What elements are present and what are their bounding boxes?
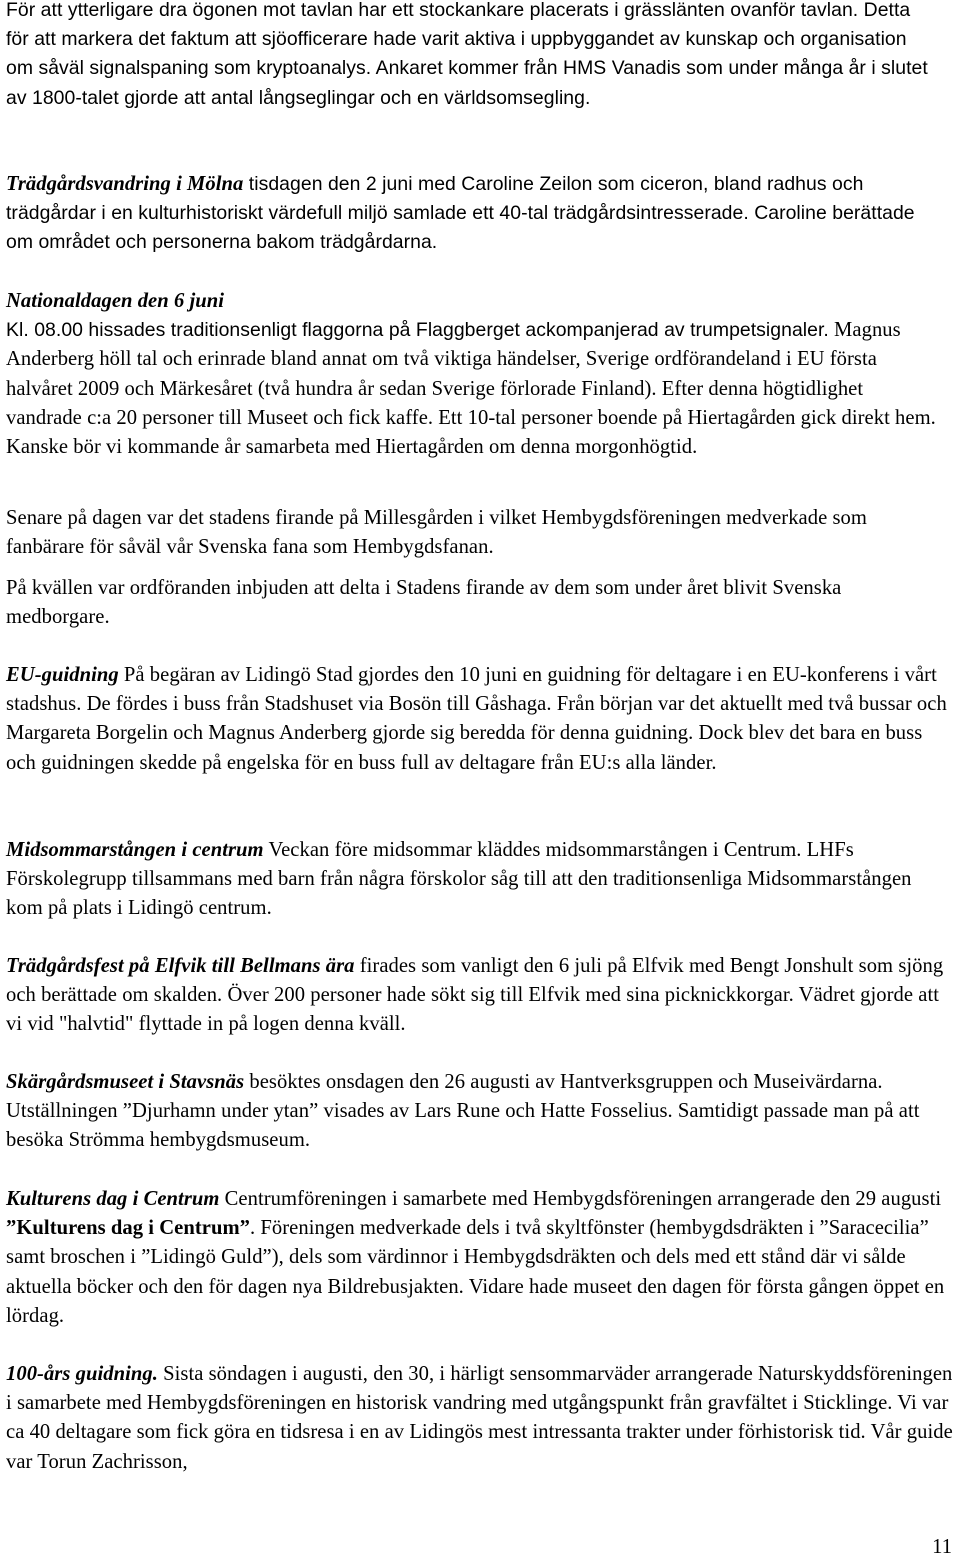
paragraph-culture-day <box>6 1185 950 1331</box>
heading-garden-party: Trädgårdsfest på Elfvik till Bellmans ära <box>6 955 355 977</box>
paragraph-culture-day-text-a: Centrumföreningen i samarbete med Hembygdsföreningen arrangerade den 29 augusti <box>219 1188 942 1210</box>
page-number: 11 <box>932 1536 952 1558</box>
paragraph-centenary-guiding <box>6 1360 954 1477</box>
paragraph-national-day-text-b: Magnus Anderberg höll tal och erinrade bland annat om två viktiga händelser, Sverige ordförandeland i EU första halvåret 2009 och Märkesåret (två hundra år sedan Sverige förlorade Finland). Efter denna högtidlighet vandrade c:a 20 personer till Museet och fick kaffe. Ett 10-tal personer boende på Hiertagården gick direkt hem. Kanske bör vi kommande år samarbeta med Hiertagården om denna morgonhögtid. <box>6 319 936 459</box>
paragraph-garden-party <box>6 952 958 1040</box>
paragraph-national-day <box>6 287 936 462</box>
paragraph-eu-guiding-text: På begäran av Lidingö Stad gjordes den 10 juni en guidning för deltagare i en EU-konferens i vårt stadshus. De fördes i buss från Stadshuset via Bosön till Gåshaga. Från början var det aktuellt med två bussar och Margareta Borgelin och Magnus Anderberg gjorde sig beredda för denna guidning. Dock blev det bara en buss och guidningen skedde på engelska för en buss full av deltagare från EU:s alla länder. <box>6 664 947 774</box>
heading-eu-guiding: EU-guidning <box>6 664 119 686</box>
paragraph-garden-walk <box>6 170 921 258</box>
paragraph-archipelago-museum-text: besöktes onsdagen den 26 augusti av Hantverksgruppen och Museivärdarna. Utställningen ”Djurhamn under ytan” visades av Lars Rune och Hatte Fosselius. Samtidigt passade man på att besöka Strömma hembygdsmuseum. <box>6 1071 920 1152</box>
paragraph-national-day-text-a: 00 hissades traditionsenligt flaggorna på Flaggberget ackompanjerad av trumpetsignaler. <box>61 319 829 342</box>
paragraph-garden-walk-text-b: Caroline berättade om området och personerna bakom trädgårdarna. <box>6 202 915 254</box>
paragraph-millesgarden <box>6 504 906 562</box>
paragraph-eu-guiding <box>6 661 950 778</box>
paragraph-midsummer <box>6 836 916 924</box>
paragraph-archipelago-museum <box>6 1068 924 1156</box>
paragraph-anchor-text-a: För att ytterligare dra ögonen mot tavlan har ett stockankare placerats i grässlänten ovanför tavlan. Detta för att markera det faktum att sjöofficerare hade varit aktiva i uppbyggandet av kunskap och organisation om såväl signalspaning som kryptoanalys. <box>6 0 911 80</box>
paragraph-garden-party-text: firades som vanligt den 6 juli på Elfvik med Bengt Jonshult som sjöng och berättade om skalden. Över 200 personer hade sökt sig till Elfvik med sina picknickkorgar. Vädret gjorde att vi vid "halvtid" flyttade in på logen denna kväll. <box>6 955 944 1036</box>
heading-centenary-guiding: 100-års guidning. <box>6 1363 158 1385</box>
paragraph-millesgarden-text: Senare på dagen var det stadens firande på Millesgården i vilket Hembygdsföreningen medverkade som fanbärare för såväl vår Svenska fana som Hembygdsfanan. <box>6 507 867 559</box>
paragraph-national-day-time: Kl. 08. <box>6 319 62 342</box>
paragraph-culture-day-text-b: . Föreningen medverkade dels i två skyltfönster (hembygdsdräkten i ”Saracecilia” samt broschen i ”Lidingö Guld”), dels som värdinnor i Hembygdsdräkten och dels med ett stånd där vi sålde aktuella böcker och den för dagen nya Bildrebusjakten. Vidare hade museet den dagen för första gången öppet en lördag. <box>6 1217 945 1327</box>
paragraph-anchor <box>6 0 936 113</box>
culture-day-event-name: ”Kulturens dag i Centrum” <box>6 1217 251 1240</box>
heading-national-day: Nationaldagen den 6 juni <box>6 290 225 312</box>
paragraph-evening <box>6 574 941 632</box>
paragraph-midsummer-text: Veckan före midsommar kläddes midsommarstången i Centrum. LHFs Förskolegrupp tillsammans med barn från några förskolor såg till att den traditionsenliga Midsommarstången kom på plats i Lidingö centrum. <box>6 839 912 920</box>
heading-culture-day: Kulturens dag i Centrum <box>6 1188 220 1210</box>
heading-garden-walk: Trädgårdsvandring i Mölna <box>6 173 244 195</box>
heading-midsummer: Midsommarstången i centrum <box>6 839 264 861</box>
paragraph-evening-text: På kvällen var ordföranden inbjuden att delta i Stadens firande av dem som under året blivit Svenska medborgare. <box>6 577 842 629</box>
paragraph-centenary-guiding-text: Sista söndagen i augusti, den 30, i härligt sensommarväder arrangerade Naturskyddsföreningen i samarbete med Hembygdsföreningen en historisk vandring med utgångspunkt från gravfältet i Sticklinge. Vi var ca 40 deltagare som fick göra en tidsresa i en av Lidingös mest intressanta trakter under förhistorisk tid. Vår guide var Torun Zachrisson, <box>6 1363 953 1473</box>
paragraph-garden-walk-text-a: tisdagen den 2 juni med Caroline Zeilon som ciceron, bland radhus och trädgårdar i en kulturhistoriskt värdefull miljö samlade ett 40-tal trädgårdsintresserade. <box>6 173 864 225</box>
paragraph-anchor-text-b: Ankaret kommer från HMS Vanadis som under många år i slutet av 1800-talet gjorde att antal långseglingar och en världsomsegling. <box>6 57 928 109</box>
heading-archipelago-museum: Skärgårdsmuseet i Stavsnäs <box>6 1071 245 1093</box>
